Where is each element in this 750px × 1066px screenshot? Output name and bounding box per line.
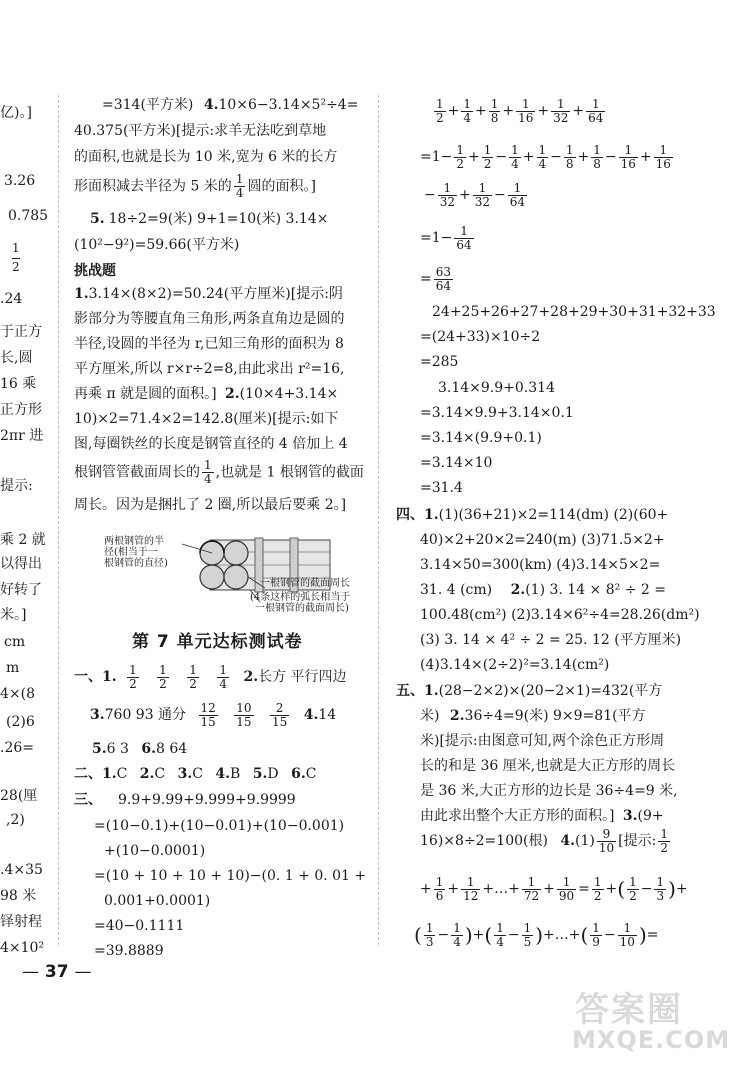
equation-line: =285 [420,354,459,370]
fraction: $\frac{1}{3}$ [425,920,434,949]
fraction: $\frac{1}{64}$ [456,223,472,252]
fragment-line: 乘 2 就 [0,532,46,548]
equation-line: = $\frac{63}{64}$ [420,264,452,293]
equation-line: =31.4 [420,480,463,496]
fragment-line: 铎射程 [0,914,42,930]
column-divider-left [58,95,59,945]
text-line: 图,每圈铁丝的长度是钢管直径的 4 倍加上 4 [74,436,348,452]
fragment-line: .24 [0,291,23,307]
fragment-line: 4×(8 [0,686,36,702]
fraction: $\frac{1}{2}$ [159,662,167,691]
section-four-line: 40)×2+20×2=240(m) (3)71.5×2+ [420,532,665,548]
text-line: 形面积减去半径为 5 米的 $\frac{1}{4}$ 圆的面积。] [74,172,316,200]
watermark-text: MXQE.COM [572,1026,731,1054]
fraction: $\frac{1}{4}$ [453,920,461,949]
figure-label: 一根钢管的截面周长 [260,578,350,589]
section-five-line: 由此求出整个大正方形的面积。] 3.(9+ [420,808,664,824]
fraction: $\frac{1}{2}$ [456,142,465,171]
fraction: $\frac{10}{15}$ [236,700,252,729]
equation-line: =1− $\frac{1}{2}$ + $\frac{1}{2}$ − $\frac{1}{4}$ + $\frac{1}{4}$ − $\frac{1}{8}$ + $\frac{1}{8}$ − $\frac{1}{16}$ + $\frac{1}{16}$ [420,142,671,171]
section-two-line: 二、1.C 2.C 3.C 4.B 5.D 6.C [74,766,317,782]
text-line: 再乘 π 就是圆的面积。] 2.(10×4+3.14× [74,386,339,402]
equation-line: − $\frac{1}{32}$ + $\frac{1}{32}$ − $\frac{1}{64}$ [424,180,526,209]
fraction: $\frac{1}{4}$ [511,142,519,171]
fraction: $\frac{1}{16}$ [518,96,534,125]
fraction: $\frac{1}{64}$ [509,180,526,209]
fraction: $\frac{1}{90}$ [558,874,575,903]
fraction: $\frac{1}{2}$ [593,874,602,903]
fraction: $\frac{1}{2}$ [660,826,668,855]
section-five-line: 米)[提示:由图意可知,两个涂色正方形周 [420,733,665,749]
fragment-line: 以得出 [0,556,42,572]
equation-line: =3.14×10 [420,455,493,471]
text-line: 10)×2=71.4×2=142.8(厘米)[提示:如下 [74,411,339,427]
fragment-line: 16 乘 [0,376,37,392]
section-heading-challenge: 挑战题 [74,263,116,279]
fragment-line: .4×35 [0,862,43,878]
text-line: 的面积,也就是长为 10 米,宽为 6 米的长方 [74,149,338,165]
section-four-line: (3) 3. 14 × 4² ÷ 2 = 25. 12 (平方厘米) [420,632,682,648]
text-line: 根钢管管截面周长的 $\frac{1}{4}$ ,也就是 1 根钢管的截面 [74,458,364,486]
equation-line: =(24+33)×10÷2 [420,329,541,345]
figure-label: 根钢管的直径) [104,558,168,569]
section-five-line: ( $\frac{1}{3}$ − $\frac{1}{4}$ )+( $\frac{1}{4}$ − $\frac{1}{5}$ )+…+( $\frac{1}{9}$ − $\frac{1}{10}$ )= [414,920,659,949]
section-three-line: +(10−0.0001) [104,843,206,859]
fragment-line: 98 米 [0,888,37,904]
text-line: 5. 18÷2=9(米) 9+1=10(米) 3.14× [90,211,329,227]
fraction: $\frac{1}{8}$ [593,142,601,171]
fraction: $\frac{1}{4}$ [496,920,504,949]
section-three-line: 三、 9.9+9.99+9.999+9.9999 [74,792,296,808]
fragment-line: 正方形 [0,402,42,418]
text-line: (10²−9²)=59.66(平方米) [74,237,240,253]
section-three-line: =40−0.1111 [94,918,185,934]
section-five-line: 16)×8÷2=100(根) 4.(1) $\frac{9}{10}$ [提示: $\frac{1}{2}$ [420,826,668,855]
equation-line: $\frac{1}{2}$ + $\frac{1}{4}$ + $\frac{1}{8}$ + $\frac{1}{16}$ + $\frac{1}{32}$ + $\frac{1}{64}$ [436,96,604,125]
section-five-line: + $\frac{1}{6}$ + $\frac{1}{12}$ +…+ $\frac{1}{72}$ + $\frac{1}{90}$ = $\frac{1}{2}$ +( $\frac{1}{2}$ − $\frac{1}{3}$ )+ [420,874,688,903]
page-number: — 37 — [22,962,92,982]
fragment-line: 28(厘 [0,788,38,804]
fraction: $\frac{1}{2}$ [629,874,637,903]
fraction: $\frac{1}{4}$ [204,458,212,486]
column-divider-right [378,95,379,945]
fraction: $\frac{2}{15}$ [271,700,288,729]
watermark-logo: 答案圈 [575,990,683,1030]
equation-line: 24+25+26+27+28+29+30+31+32+33 [432,304,716,320]
fragment-line: 提示: [0,478,33,494]
fraction: $\frac{9}{10}$ [598,826,615,855]
fraction: $\frac{1}{4}$ [538,142,547,171]
section-four-line: 100.48(cm²) (2)3.14×6²÷4=28.26(dm²) [420,607,700,623]
fraction: $\frac{1}{2}$ [189,662,197,691]
text-line: =314(平方米) 4.10×6−3.14×5²÷4= [102,97,359,113]
text-line: 影部分为等腰直角三角形,两条直角边是圆的 [74,311,345,327]
fraction: $\frac{1}{32}$ [439,180,456,209]
section-one-line: 一、1. $\frac{1}{2}$ $\frac{1}{2}$ $\frac{1}{2}$ $\frac{1}{4}$ 2.长方 平行四边 [74,662,347,691]
section-three-line: 0.001+0.0001) [104,893,211,909]
figure-label: (4条这样的弧长相当于 [250,592,351,603]
fragment-line: 2πr 进 [0,428,44,444]
fraction: $\frac{1}{72}$ [523,874,540,903]
fraction: $\frac{1}{3}$ [656,874,665,903]
section-five-line: 是 36 米,大正方形的边长是 36÷4=9 米, [420,783,678,799]
section-three-line: =39.8889 [94,943,164,959]
pipe-bundle-figure [100,530,370,620]
section-four-line: 四、1.(1)(36+21)×2=114(dm) (2)(60+ [396,507,669,523]
section-five-line: 米) 2.36÷4=9(米) 9×9=81(平方 [420,708,646,724]
fraction: $\frac{1}{6}$ [435,874,444,903]
figure-label: 一根钢管的截面周长) [255,603,349,614]
fragment-line: ,2) [6,812,25,828]
fragment-line: 米。] [0,607,27,623]
fraction: $\frac{1}{5}$ [523,920,532,949]
fraction: $\frac{63}{64}$ [435,264,452,293]
fraction: $\frac{1}{4}$ [219,662,227,691]
section-one-line: 5.6 3 6.8 64 [92,741,188,757]
section-three-line: =(10 + 10 + 10 + 10)−(0. 1 + 0. 01 + [94,868,367,884]
fragment-line: 长,圆 [0,350,33,366]
equation-line: 3.14×9.9+0.314 [438,380,555,396]
fraction: $\frac{1}{2}$ [483,142,492,171]
text-line: 半径,设圆的半径为 r,已知三角形的面积为 8 [74,336,344,352]
fraction: $\frac{1}{8}$ [490,96,499,125]
fragment-line: 1 [12,241,20,255]
text-line: 1.3.14×(8×2)=50.24(平方厘米)[提示:阴 [74,286,343,302]
fraction: $\frac{1}{9}$ [592,920,600,949]
text-line: 40.375(平方米)[提示:求羊无法吃到草地 [74,123,327,139]
section-four-line: 3.14×50=300(km) (4)3.14×5×2= [420,557,661,573]
fragment-line: m [6,660,20,676]
equation-line: =3.14×(9.9+0.1) [420,430,542,446]
section-four-line: (4)3.14×(2÷2)²=3.14(cm²) [420,657,610,673]
text-line: 平方厘米,所以 r×r÷2=8,由此求出 r²=16, [74,361,345,377]
fragment-line: .26= [0,740,34,756]
fragment-line: (2)6 [6,714,35,730]
fragment-line: 3.26 [4,173,36,189]
section-five-line: 长的和是 36 厘米,也就是大正方形的周长 [420,758,676,774]
fragment-line: cm [4,634,26,650]
fragment-line: 4×10² [0,940,45,956]
figure-label: 径(相当于一 [104,547,158,558]
section-three-line: =(10−0.1)+(10−0.01)+(10−0.001) [94,818,345,834]
fraction: $\frac{1}{4}$ [463,96,472,125]
fragment-line: 于正方 [0,324,42,340]
equation-line: =1− $\frac{1}{64}$ [420,223,472,252]
text-line: 周长。因为是捆扎了 2 圈,所以最后要乘 2。] [74,497,347,513]
section-one-line: 3.760 93 通分 $\frac{12}{15}$ $\frac{10}{15}$ $\frac{2}{15}$ 4.14 [90,700,337,729]
fragment-line: 2 [12,260,20,274]
fraction: $\frac{1}{16}$ [655,142,671,171]
section-four-line: 31. 4 (cm) 2.(1) 3. 14 × 8² ÷ 2 = [420,582,666,598]
fraction: $\frac{1}{12}$ [463,874,479,903]
fraction: $\frac{1}{32}$ [553,96,569,125]
fraction: $\frac{1}{64}$ [588,96,604,125]
fragment-line: 好转了 [0,582,42,598]
fraction: $\frac{1}{16}$ [620,142,636,171]
section-five-line: 五、1.(28−2×2)×(20−2×1)=432(平方 [396,683,663,699]
fraction: $\frac{1}{2}$ [436,96,444,125]
fraction: $\frac{1}{4}$ [235,172,244,200]
equation-line: =3.14×9.9+3.14×0.1 [420,405,574,421]
unit-title: 第 7 单元达标测试卷 [132,632,303,652]
fraction: $\frac{1}{8}$ [565,142,574,171]
fragment-line: 亿)。] [0,105,32,121]
fraction: $\frac{1}{32}$ [474,180,491,209]
fragment-line: 0.785 [8,208,49,224]
fraction: $\frac{12}{15}$ [200,700,216,729]
figure-label: 两根钢管的半 [104,536,164,547]
fraction: $\frac{1}{10}$ [619,920,635,949]
fraction: $\frac{1}{2}$ [129,662,137,691]
